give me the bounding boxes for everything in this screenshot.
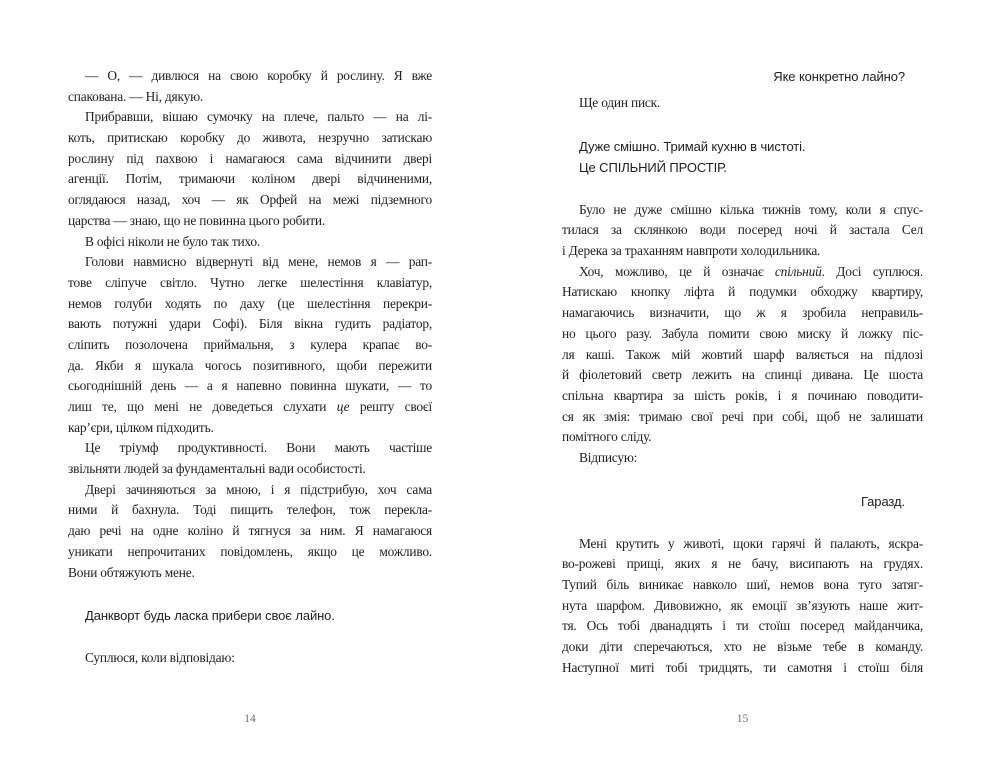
text-line: сліпить позолочена приймальня, з кулера крапає во- xyxy=(68,336,432,352)
text-line: Відписую: xyxy=(579,449,638,465)
paragraph xyxy=(562,448,923,469)
text-line: Прибравши, вішаю сумочку на плече, пальто — на лі- xyxy=(85,109,432,125)
text-line: й фіолетовий светр лежить на спинці дивана. Це шоста xyxy=(562,367,923,383)
text-line: сьогоднішній день — а я напевно повинна шукати, — то xyxy=(68,378,432,394)
text-line: нута шарфом. Дивовижно, як емоції зв’язують наше жит- xyxy=(562,597,923,613)
text-line: і Дерека за траханням навпроти холодильника. xyxy=(562,243,821,259)
text-line: — О, — дивлюся на свою коробку й рослину. Я вже xyxy=(85,68,432,83)
text-line: Двері зачиняються за мною, і я підстрибую, хоч сама xyxy=(85,481,432,497)
message-line: Дуже смішно. Тримай кухню в чистоті. xyxy=(579,138,806,154)
text-line: Було не дуже смішно кілька тижнів тому, коли я спус- xyxy=(579,201,923,217)
chat-message xyxy=(562,66,923,87)
text-line: Суплюся, коли відповідаю: xyxy=(85,650,235,666)
paragraph xyxy=(68,438,432,479)
paragraph xyxy=(562,262,923,448)
book-page-right xyxy=(495,0,991,762)
text-line: В офісі ніколи не було так тихо. xyxy=(85,233,261,249)
paragraph xyxy=(562,93,923,114)
text-line: но цього разу. Забула помити свою миску й ложку піс- xyxy=(562,325,923,341)
text-line: немов голуби ходять по даху (це шелестіння перекри- xyxy=(68,295,432,311)
text-line: Це тріумф продуктивності. Вони мають частіше xyxy=(85,440,432,456)
text-line: Тупий біль виникає навколо шиї, немов вона туго затяг- xyxy=(562,577,923,592)
text-line: спільна квартира за шість років, і я починаю поводити- xyxy=(562,387,923,403)
paragraph xyxy=(562,534,923,679)
text-line: звільняти людей за фундаментальні вади особистості. xyxy=(68,461,366,477)
text-line: лиш те, що мені не доведеться слухати це решту своєї xyxy=(68,399,432,414)
text-line: агенції. Потім, тримаючи коліном двері відчиненими, xyxy=(68,171,432,187)
paragraph xyxy=(68,232,432,253)
text-line: ля каші. Також мій жовтий шарф валяється на підлозі xyxy=(562,346,923,362)
paragraph xyxy=(68,252,432,438)
text-line: помітного сліду. xyxy=(562,429,652,445)
text-line: тилася за склянкою води посеред ночі й застала Сел xyxy=(562,222,923,238)
paragraph xyxy=(68,480,432,583)
text-line: царства — знаю, що не повинна цього робити. xyxy=(68,212,325,228)
page-text xyxy=(562,66,923,678)
text-line: доки діти сперечаються, хто не візьме тебе в команду. xyxy=(562,639,923,655)
book-page-left xyxy=(0,0,495,762)
chat-message xyxy=(562,136,923,178)
text-line: спакована. — Ні, дякую. xyxy=(68,88,204,104)
text-line: ся як змія: тримаю свої речі при собі, щоб не залишати xyxy=(562,408,923,424)
text-line: Ще один писк. xyxy=(579,95,661,110)
chat-message xyxy=(562,491,923,512)
text-line: тове сліпуче світло. Чутно легке шелестіння клавіатур, xyxy=(68,274,432,290)
text-line: Натискаю кнопку ліфта й подумки обходжу квартиру, xyxy=(562,284,923,300)
text-line: во-рожеві прищі, яких я не бачу, висипають на грудях. xyxy=(562,556,923,572)
text-line: рослину під пахвою і намагаюся сама відчинити двері xyxy=(68,150,432,166)
chat-message xyxy=(68,605,432,626)
page-number: 15 xyxy=(736,713,749,725)
text-line: Наступної миті тобі тридцять, ти самотня і стоїш біля xyxy=(562,659,923,675)
text-line: тя. Ось тобі дванадцять і ти стоїш посеред майданчика, xyxy=(562,618,923,634)
text-line: коть, притискаю коробку до живота, незручно затискаю xyxy=(68,130,432,146)
paragraph xyxy=(562,200,923,262)
text-line: Голови навмисно відвернуті від мене, немов я — рап- xyxy=(85,254,432,270)
page-number: 14 xyxy=(244,713,256,725)
text-line: Вони обтяжують мене. xyxy=(68,564,195,580)
message-line: Це СПІЛЬНИЙ ПРОСТІР. xyxy=(579,159,727,175)
paragraph xyxy=(68,107,432,231)
text-line: ними й бахнула. Тоді пищить телефон, тож перекла- xyxy=(68,502,432,518)
text-line: даю речі на одне коліно й тягнуся за ним. Я намагаюся xyxy=(68,523,432,539)
paragraph xyxy=(68,66,432,107)
text-line: кар’єри, цілком підходить. xyxy=(68,419,214,435)
page-text xyxy=(68,66,432,669)
text-line: уникати непрочитаних повідомлень, якщо це можливо. xyxy=(68,543,432,559)
text-line: Хоч, можливо, це й означає спільний. Досі суплюся. xyxy=(579,263,923,279)
text-line: оглядаюся назад, хоч — як Орфей на межі підземного xyxy=(68,192,432,208)
text-line: да. Якби я шукала чогось позитивного, щоби пережити xyxy=(68,357,432,373)
text-line: Мені крутить у животі, щоки гарячі й палають, яскра- xyxy=(579,535,923,551)
message-line: Яке конкретно лайно? xyxy=(773,69,905,84)
message-line: Данкворт будь ласка прибери своє лайно. xyxy=(85,608,335,624)
text-line: намагаючись визначити, що ж я зробила неправиль- xyxy=(562,305,923,321)
message-line: Гаразд. xyxy=(860,493,905,509)
text-line: вають потужні удари Софі). Біля вікна гудить радіатор, xyxy=(68,316,432,332)
paragraph xyxy=(68,648,432,669)
